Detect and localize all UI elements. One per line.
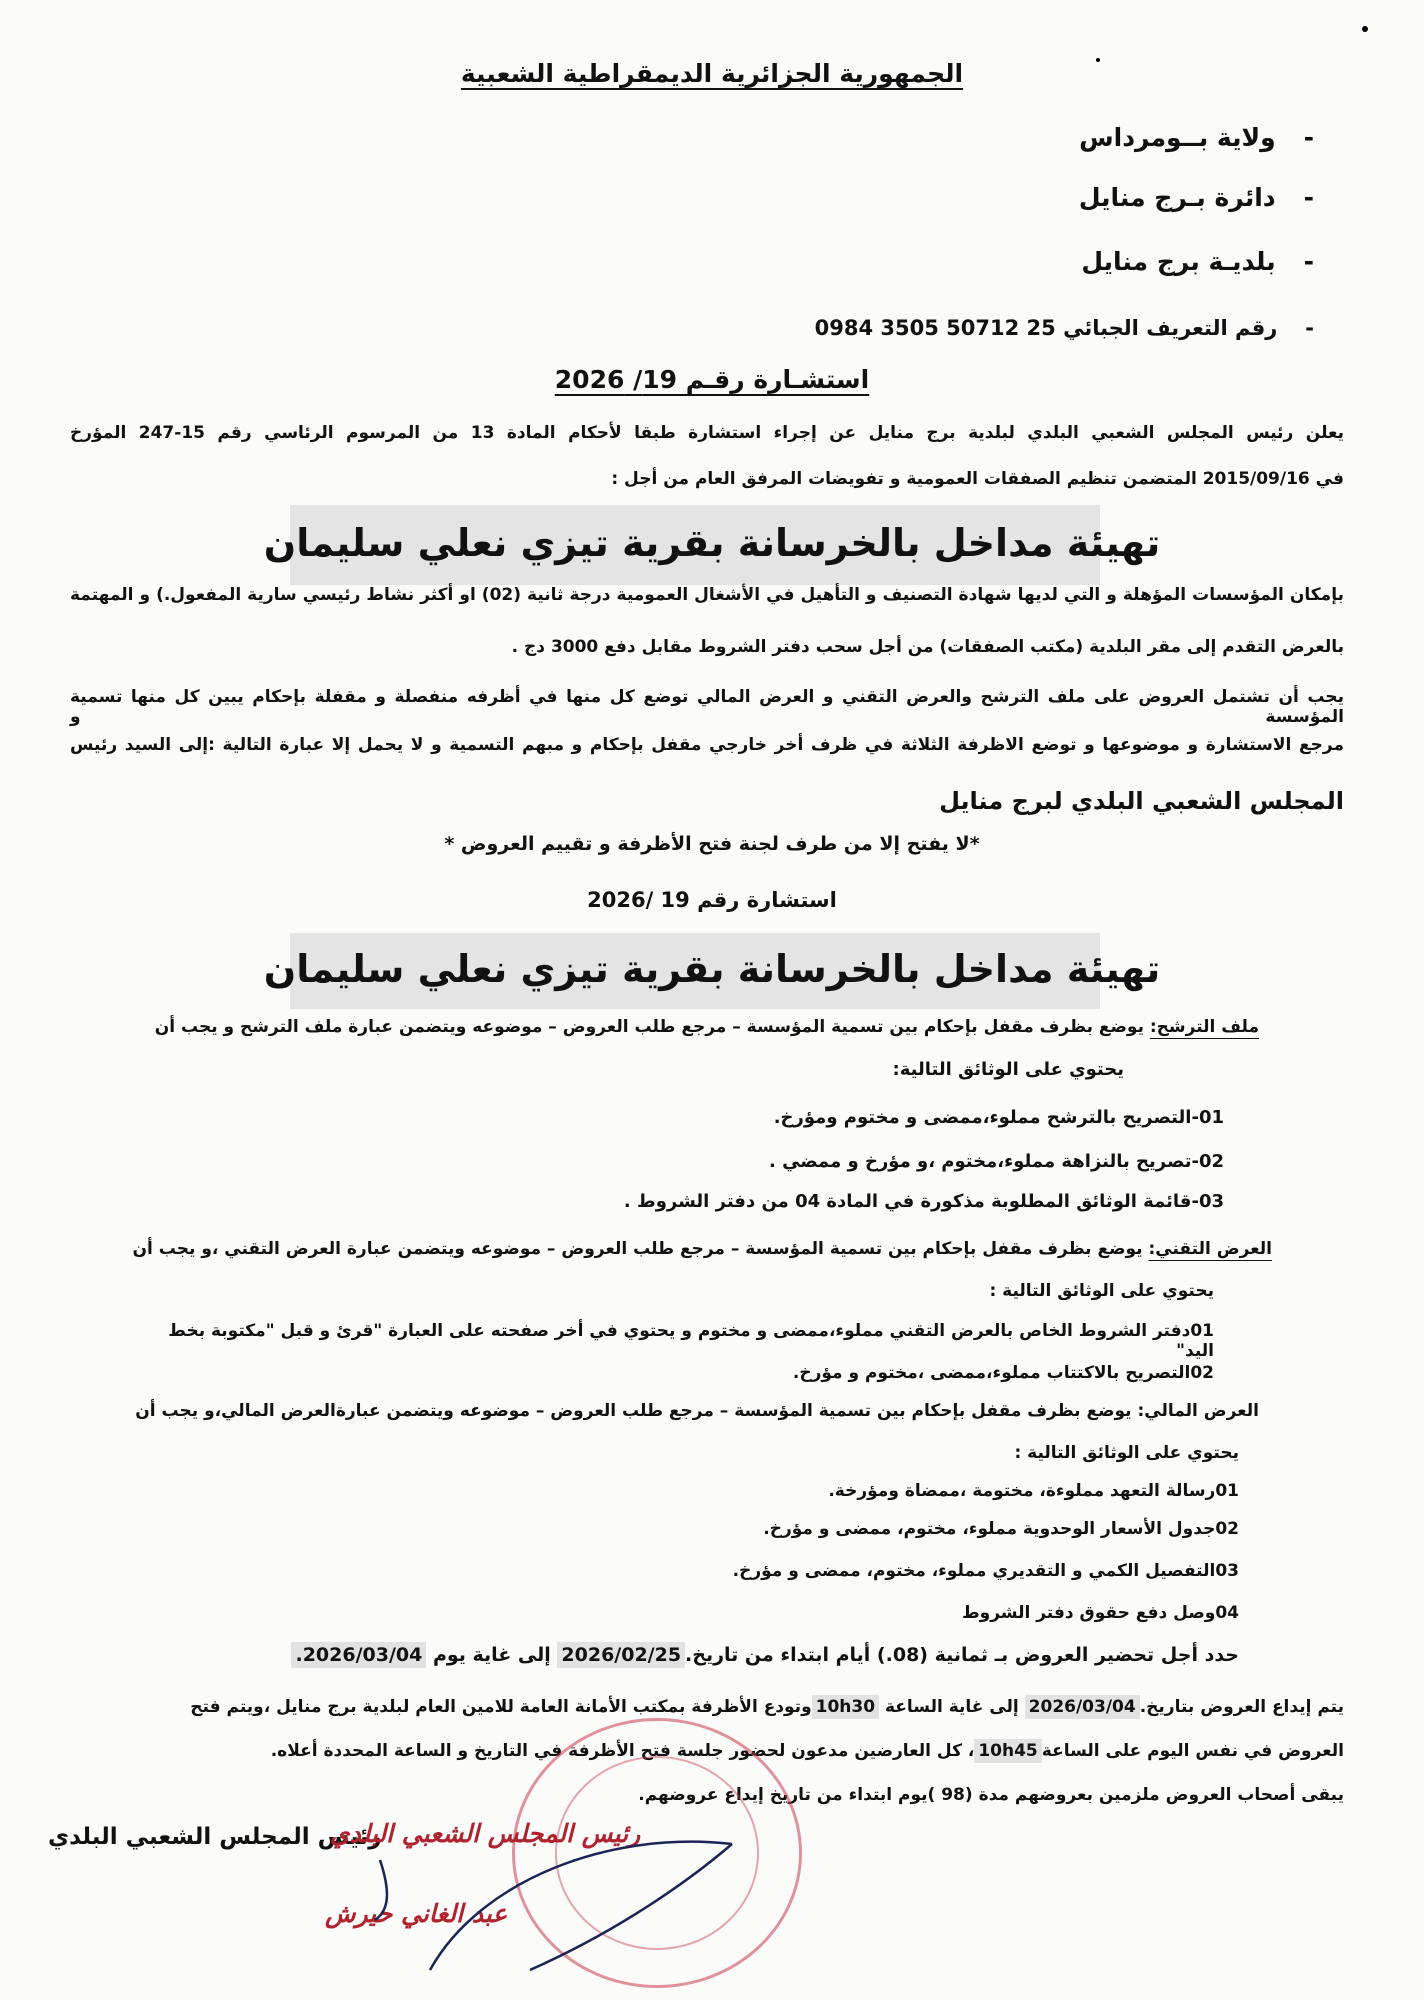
header-wilaya: -ولاية بــومرداس [1079,123,1314,152]
financial-item: 02جدول الأسعار الوحدوية مملوء، مختوم، ممضى و مؤرخ. [763,1519,1239,1539]
handwritten-signature [360,1820,760,1990]
stamp-name: عبد الغاني حيرش [325,1899,508,1928]
financial-item: 01رسالة التعهد مملوءة، مختومة ،ممضاة ومؤرخة. [828,1481,1239,1501]
validity-line: يبقى أصحاب العروض ملزمين بعروضهم مدة (98 )يوم ابتداء من تاريخ إيداع عروضهم. [638,1785,1344,1805]
candidacy-item: 03-قائمة الوثائق المطلوبة مذكورة في المادة 04 من دفتر الشروط . [623,1191,1224,1212]
header-daira: -دائرة بـرج منايل [1078,183,1314,212]
body-line: المجلس الشعبي البلدي لبرج منايل [939,787,1344,815]
consultation-title-2: استشارة رقم 19 /2026 [587,888,837,912]
financial-item: 03التفصيل الكمي و التقديري مملوء، مختوم، ممضى و مؤرخ. [732,1561,1239,1581]
financial-heading: العرض المالي: يوضع بظرف مقفل بإحكام بين تسمية المؤسسة – مرجع طلب العروض – موضوعه ويتضمن عبارةالعرض المالي،و يجب أن [135,1401,1259,1421]
intro-line: في 2015/09/16 المتضمن تنظيم الصفقات العمومية و تفويضات المرفق العام من أجل : [611,469,1344,489]
body-line: بالعرض التقدم إلى مقر البلدية (مكتب الصفقات) من أجل سحب دفتر الشروط مقابل دفع 3000 دج . [511,637,1344,657]
candidacy-heading: ملف الترشح: يوضع بظرف مقفل بإحكام بين تسمية المؤسسة – مرجع طلب العروض – موضوعه ويتضمن عبارة ملف الترشح و يجب أن [154,1017,1259,1037]
consultation-title: استشـارة رقـم 19/ 2026 [554,365,870,394]
project-title: تهيئة مداخل بالخرسانة بقرية تيزي نعلي سليمان [263,521,1161,565]
deadline-line: حدد أجل تحضير العروض بـ ثمانية (08.) أيام ابتداء من تاريخ.2026/02/25 إلى غاية يوم 2026/03/04. [60,1645,1239,1667]
signature-title: رئيس المجلس الشعبي البلدي [48,1824,382,1850]
technical-item: 01دفتر الشروط الخاص بالعرض التقني مملوء،ممضى و مختوم و يحتوي في أخر صفحته على العبارة "قرئ و قبل "مكتوبة بخط اليد" [168,1321,1214,1361]
candidacy-item: 02-تصريح بالنزاهة مملوء،مختوم ،و مؤرخ و ممضي . [768,1151,1224,1172]
notice: *لا يفتح إلا من طرف لجنة فتح الأظرفة و تقييم العروض * [444,833,980,855]
header-commune: -بلديـة برج منايل [1081,247,1314,276]
deposit-line: يتم إيداع العروض بتاريخ.2026/03/04 إلى غاية الساعة 10h30وتودع الأظرفة بمكتب الأمانة العامة للامين العام لبلدية برج منايل ،ويتم فتح [190,1697,1344,1717]
project-title-2: تهيئة مداخل بالخرسانة بقرية تيزي نعلي سليمان [263,947,1161,991]
body-line: مرجع الاستشارة و موضوعها و توضع الاظرفة الثلاثة في ظرف أخر خارجي مقفل بإحكام و مبهم التسمية و لا يحمل إلا عبارة التالية :إلى السيد رئيس [70,735,1344,755]
deposit-line: العروض في نفس اليوم على الساعة10h45، كل العارضين مدعون لحضور جلسة فتح الأظرفة في التاريخ و الساعة المحددة أعلاه. [270,1741,1344,1761]
financial-item: 04وصل دفع حقوق دفتر الشروط [961,1603,1239,1623]
candidacy-sub: يحتوي على الوثائق التالية: [892,1059,1124,1080]
stamp-title: رئيس المجلس الشعبي البلدي [330,1819,641,1848]
technical-heading: العرض التقني: يوضع بظرف مقفل بإحكام بين تسمية المؤسسة – مرجع طلب العروض – موضوعه ويتضمن عبارة العرض التقني ،و يجب أن [132,1239,1272,1259]
republic-heading: الجمهورية الجزائرية الديمقراطية الشعبية [460,59,964,88]
financial-sub: يحتوي على الوثائق التالية : [1014,1443,1239,1463]
intro-line: يعلن رئيس المجلس الشعبي البلدي لبلدية برج منايل عن إجراء استشارة طبقا لأحكام المادة 13 من المرسوم الرئاسي رقم 15-247 المؤرخ [70,423,1344,443]
header-tax-id: -رقم التعريف الجبائي 25 50712 3505 0984 [814,316,1314,340]
technical-sub: يحتوي على الوثائق التالية : [989,1281,1214,1301]
scan-speck [1362,26,1368,32]
body-line: بإمكان المؤسسات المؤهلة و التي لديها شهادة التصنيف و التأهيل في الأشغال العمومية درجة ثانية (02) او أكثر نشاط رئيسي سارية المفعول.) و المهتمة [70,585,1344,605]
technical-item: 02التصريح بالاكتتاب مملوء،ممضى ،مختوم و مؤرخ. [792,1363,1214,1383]
candidacy-item: 01-التصريح بالترشح مملوء،ممضى و مختوم ومؤرخ. [773,1107,1224,1128]
body-line: يجب أن تشتمل العروض على ملف الترشح والعرض التقني و العرض المالي توضع كل منها في أظرفه منفصلة و مقفلة بإحكام يبين كل منها تسمية المؤسسة و [70,687,1344,727]
